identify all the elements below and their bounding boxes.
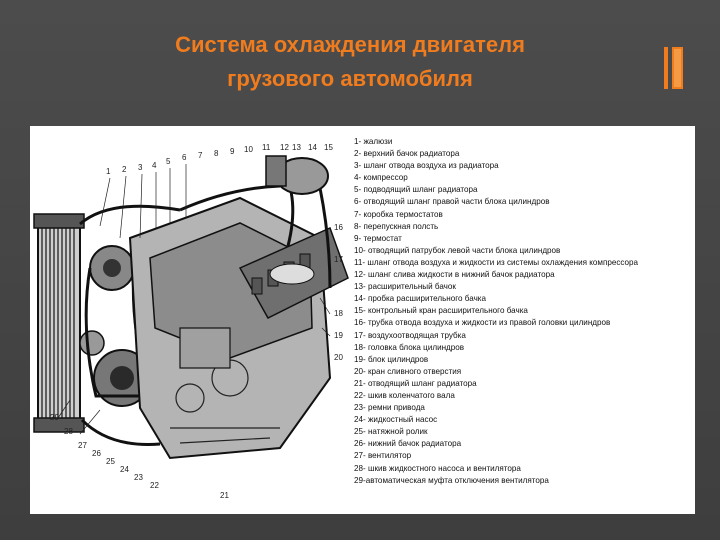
- callout-9: 9: [230, 147, 235, 156]
- content-panel: [30, 126, 695, 514]
- callout-1: 1: [106, 167, 111, 176]
- legend-item: 29-автоматическая муфта отключения вентилятора: [354, 475, 549, 485]
- callout-10: 10: [244, 145, 253, 154]
- legend-item: 21- отводящий шланг радиатора: [354, 378, 477, 388]
- callout-18: 18: [334, 309, 343, 318]
- legend-item: 19- блок цилиндров: [354, 354, 429, 364]
- slide-title: [60, 28, 640, 96]
- legend-item: 1- жалюзи: [354, 137, 393, 146]
- legend-item: 16- трубка отвода воздуха и жидкости из правой головки цилиндров: [354, 318, 611, 328]
- callout-6: 6: [182, 153, 187, 162]
- callout-7: 7: [198, 151, 203, 160]
- legend-item: 17- воздухоотводящая трубка: [354, 330, 466, 340]
- callout-5: 5: [166, 157, 171, 166]
- callout-20: 20: [334, 353, 343, 362]
- legend-item: 6- отводящий шланг правой части блока цилиндров: [354, 197, 550, 207]
- callout-8: 8: [214, 149, 219, 158]
- legend-item: 7- коробка термостатов: [354, 209, 443, 219]
- legend-item: 14- пробка расширительного бачка: [354, 294, 487, 304]
- engine-block-shape: [130, 198, 348, 458]
- callout-24: 24: [120, 465, 129, 474]
- radiator-shape: [34, 214, 84, 432]
- callout-13: 13: [292, 143, 301, 152]
- callout-29: 29: [50, 413, 59, 422]
- callout-12: 12: [280, 143, 289, 152]
- callout-16: 16: [334, 223, 343, 232]
- title-line-1: Система охлаждения двигателя: [175, 32, 525, 57]
- legend-item: 13- расширительный бачок: [354, 282, 456, 292]
- callout-22: 22: [150, 481, 159, 490]
- accent-bar-thin: [664, 47, 668, 89]
- legend-item: 22- шкив коленчатого вала: [354, 390, 455, 400]
- parts-legend: [354, 136, 694, 487]
- callout-2: 2: [122, 165, 127, 174]
- callout-11: 11: [262, 143, 271, 152]
- legend-item: 24- жидкостный насос: [354, 415, 438, 425]
- callout-3: 3: [138, 163, 143, 172]
- expansion-tank-shape: [266, 156, 328, 194]
- legend-item: 15- контрольный кран расширительного бачка: [354, 306, 528, 316]
- legend-item: 18- головка блока цилиндров: [354, 342, 465, 352]
- callout-19: 19: [334, 331, 343, 340]
- legend-item: 3- шланг отвода воздуха из радиатора: [354, 161, 499, 171]
- callout-4: 4: [152, 161, 157, 170]
- legend-item: 26- нижний бачок радиатора: [354, 439, 462, 449]
- legend-item: 2- верхний бачок радиатора: [354, 149, 460, 159]
- title-line-2: грузового автомобиля: [227, 66, 473, 91]
- callout-21: 21: [220, 491, 229, 500]
- engine-cooling-drawing-icon: [30, 128, 360, 508]
- callout-25: 25: [106, 457, 115, 466]
- callout-14: 14: [308, 143, 317, 152]
- legend-item: 8- перепускная полсть: [354, 221, 439, 231]
- callout-26: 26: [92, 449, 101, 458]
- legend-item: 27- вентилятор: [354, 451, 412, 461]
- callout-27: 27: [78, 441, 87, 450]
- legend-item: 4- компрессор: [354, 173, 408, 183]
- callout-28: 28: [64, 427, 73, 436]
- legend-item: 23- ремни привода: [354, 403, 425, 413]
- legend-item: 5- подводящий шланг радиатора: [354, 185, 478, 195]
- legend-item: 9- термостат: [354, 233, 402, 243]
- legend-item: 20- кран сливного отверстия: [354, 366, 462, 376]
- callout-17: 17: [334, 255, 343, 264]
- legend-item: 10- отводящий патрубок левой части блока цилиндров: [354, 245, 561, 255]
- legend-item: 28- шкив жидкостного насоса и вентилятора: [354, 463, 521, 473]
- accent-bar-highlight: [674, 49, 681, 87]
- legend-item: 11- шланг отвода воздуха и жидкости из системы охлаждения компрессора: [354, 257, 639, 267]
- callout-15: 15: [324, 143, 333, 152]
- legend-item: 12- шланг слива жидкости в нижний бачок радиатора: [354, 270, 555, 280]
- legend-item: 25- натяжной ролик: [354, 427, 428, 437]
- callout-23: 23: [134, 473, 143, 482]
